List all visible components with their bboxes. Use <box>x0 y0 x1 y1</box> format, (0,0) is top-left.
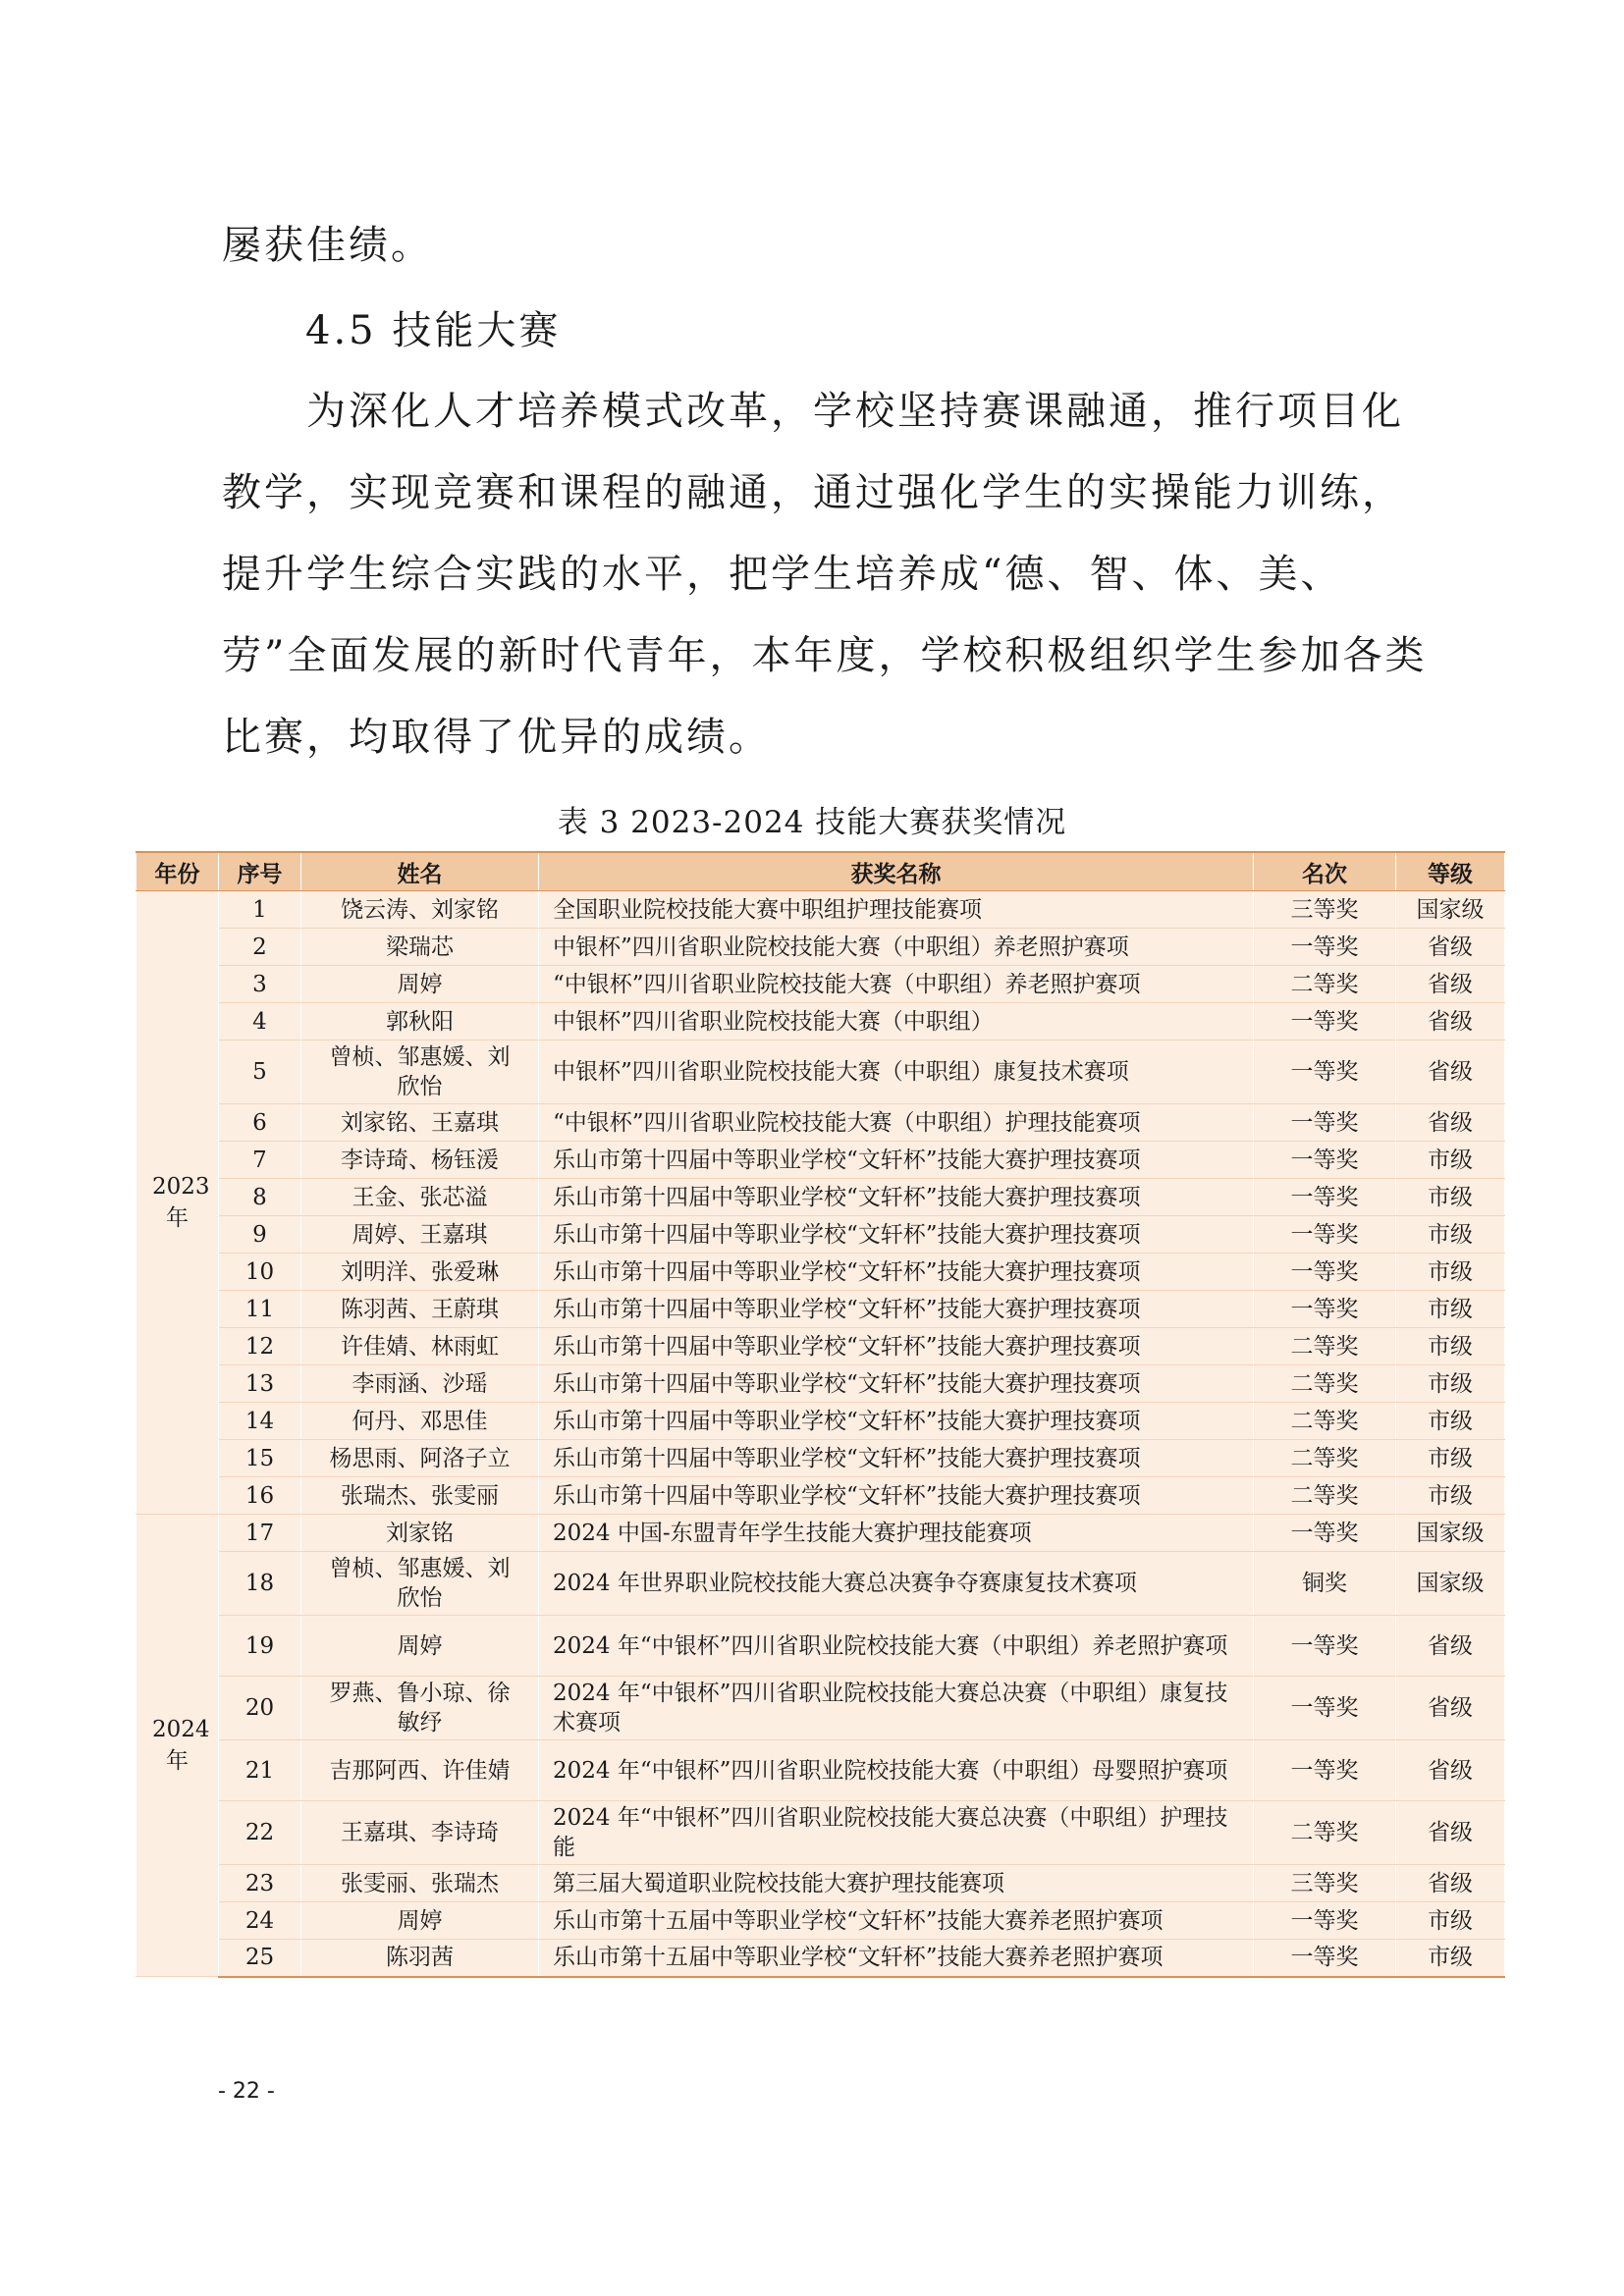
award-cell: 乐山市第十四届中等职业学校“文轩杯”技能大赛护理技赛项 <box>539 1403 1254 1440</box>
rank-cell: 二等奖 <box>1254 1403 1396 1440</box>
names-cell: 曾桢、邹惠媛、刘欣怡 <box>301 1041 539 1104</box>
award-cell: 中银杯”四川省职业院校技能大赛（中职组）养老照护赛项 <box>539 929 1254 966</box>
level-cell: 市级 <box>1396 1403 1505 1440</box>
table-row <box>136 1477 1505 1515</box>
award-cell: “中银杯”四川省职业院校技能大赛（中职组）护理技能赛项 <box>539 1104 1254 1142</box>
table-row <box>136 1677 1505 1740</box>
level-cell: 国家级 <box>1396 891 1505 929</box>
rank-cell: 一等奖 <box>1254 1902 1396 1940</box>
rank-cell: 二等奖 <box>1254 1365 1396 1403</box>
award-cell: 中银杯”四川省职业院校技能大赛（中职组）康复技术赛项 <box>539 1041 1254 1104</box>
award-cell: 乐山市第十四届中等职业学校“文轩杯”技能大赛护理技赛项 <box>539 1328 1254 1365</box>
award-cell: 乐山市第十四届中等职业学校“文轩杯”技能大赛护理技赛项 <box>539 1291 1254 1328</box>
table-row <box>136 1403 1505 1440</box>
rank-cell: 二等奖 <box>1254 1477 1396 1515</box>
rank-cell: 二等奖 <box>1254 1440 1396 1477</box>
names-cell: 何丹、邓思佳 <box>301 1403 539 1440</box>
number-cell: 22 <box>219 1801 301 1865</box>
table-row <box>136 1328 1505 1365</box>
number-cell: 14 <box>219 1403 301 1440</box>
names-cell: 杨思雨、阿洛子立 <box>301 1440 539 1477</box>
names-cell: 周婷 <box>301 1616 539 1677</box>
level-cell: 国家级 <box>1396 1552 1505 1616</box>
award-cell: 2024 年世界职业院校技能大赛总决赛争夺赛康复技术赛项 <box>539 1552 1254 1616</box>
names-cell: 李雨涵、沙瑶 <box>301 1365 539 1403</box>
table-row <box>136 1740 1505 1801</box>
award-cell: “中银杯”四川省职业院校技能大赛（中职组）养老照护赛项 <box>539 966 1254 1003</box>
rank-cell: 一等奖 <box>1254 929 1396 966</box>
rank-cell: 一等奖 <box>1254 1041 1396 1104</box>
names-cell: 李诗琦、杨钰湲 <box>301 1142 539 1179</box>
level-cell: 省级 <box>1396 966 1505 1003</box>
names-cell: 刘明洋、张爱琳 <box>301 1254 539 1291</box>
rank-cell: 一等奖 <box>1254 1003 1396 1041</box>
level-cell: 市级 <box>1396 1216 1505 1254</box>
level-cell: 市级 <box>1396 1365 1505 1403</box>
names-cell: 饶云涛、刘家铭 <box>301 891 539 929</box>
names-cell: 刘家铭、王嘉琪 <box>301 1104 539 1142</box>
header-names: 姓名 <box>301 852 539 891</box>
table-row <box>136 1142 1505 1179</box>
number-cell: 3 <box>219 966 301 1003</box>
table-row <box>136 1216 1505 1254</box>
number-cell: 18 <box>219 1552 301 1616</box>
names-cell: 陈羽茜 <box>301 1940 539 1977</box>
level-cell: 省级 <box>1396 929 1505 966</box>
rank-cell: 一等奖 <box>1254 1940 1396 1977</box>
number-cell: 12 <box>219 1328 301 1365</box>
rank-cell: 一等奖 <box>1254 1291 1396 1328</box>
table-row <box>136 1440 1505 1477</box>
names-cell: 周婷、王嘉琪 <box>301 1216 539 1254</box>
body-paragraph: 为深化人才培养模式改革，学校坚持赛课融通，推行项目化教学，实现竞赛和课程的融通，通过强化学生的实操能力训练，提升学生综合实践的水平，把学生培养成“德、智、体、美、劳”全面发展的新时代青年，本年度，学校积极组织学生参加各类比赛，均取得了优异的成绩。 <box>222 389 1428 760</box>
names-cell: 周婷 <box>301 966 539 1003</box>
number-cell: 20 <box>219 1677 301 1740</box>
names-cell: 郭秋阳 <box>301 1003 539 1041</box>
table-row <box>136 929 1505 966</box>
header-year: 年份 <box>136 852 219 891</box>
rank-cell: 二等奖 <box>1254 1328 1396 1365</box>
award-cell: 2024 年“中银杯”四川省职业院校技能大赛（中职组）养老照护赛项 <box>539 1616 1254 1677</box>
table-row <box>136 966 1505 1003</box>
table-row <box>136 1179 1505 1216</box>
level-cell: 市级 <box>1396 1291 1505 1328</box>
year-cell: 2024 年 <box>136 1515 219 1977</box>
level-cell: 市级 <box>1396 1440 1505 1477</box>
rank-cell: 一等奖 <box>1254 1740 1396 1801</box>
award-cell: 乐山市第十五届中等职业学校“文轩杯”技能大赛养老照护赛项 <box>539 1902 1254 1940</box>
names-cell: 陈羽茜、王蔚琪 <box>301 1291 539 1328</box>
rank-cell: 一等奖 <box>1254 1515 1396 1552</box>
table-row <box>136 1865 1505 1902</box>
rank-cell: 铜奖 <box>1254 1552 1396 1616</box>
page-number: - 22 - <box>218 2079 275 2104</box>
award-cell: 第三届大蜀道职业院校技能大赛护理技能赛项 <box>539 1865 1254 1902</box>
names-cell: 吉那阿西、许佳婧 <box>301 1740 539 1801</box>
names-cell: 王嘉琪、李诗琦 <box>301 1801 539 1865</box>
level-cell: 市级 <box>1396 1940 1505 1977</box>
table-row <box>136 1902 1505 1940</box>
award-cell: 乐山市第十四届中等职业学校“文轩杯”技能大赛护理技赛项 <box>539 1477 1254 1515</box>
table-row <box>136 1515 1505 1552</box>
number-cell: 21 <box>219 1740 301 1801</box>
rank-cell: 一等奖 <box>1254 1254 1396 1291</box>
award-cell: 乐山市第十四届中等职业学校“文轩杯”技能大赛护理技赛项 <box>539 1179 1254 1216</box>
names-cell: 许佳婧、林雨虹 <box>301 1328 539 1365</box>
number-cell: 4 <box>219 1003 301 1041</box>
level-cell: 市级 <box>1396 1477 1505 1515</box>
rank-cell: 一等奖 <box>1254 1616 1396 1677</box>
award-cell: 2024 年“中银杯”四川省职业院校技能大赛（中职组）母婴照护赛项 <box>539 1740 1254 1801</box>
level-cell: 国家级 <box>1396 1515 1505 1552</box>
rank-cell: 三等奖 <box>1254 1865 1396 1902</box>
level-cell: 市级 <box>1396 1142 1505 1179</box>
award-cell: 2024 中国-东盟青年学生技能大赛护理技能赛项 <box>539 1515 1254 1552</box>
level-cell: 省级 <box>1396 1104 1505 1142</box>
number-cell: 15 <box>219 1440 301 1477</box>
section-heading: 4.5 技能大赛 <box>305 308 562 353</box>
intro-paragraph-end: 屡获佳绩。 <box>222 223 433 268</box>
award-cell: 乐山市第十五届中等职业学校“文轩杯”技能大赛养老照护赛项 <box>539 1940 1254 1977</box>
table-row <box>136 1552 1505 1616</box>
names-cell: 曾桢、邹惠媛、刘欣怡 <box>301 1552 539 1616</box>
table-row <box>136 1003 1505 1041</box>
table-row <box>136 1940 1505 1977</box>
number-cell: 9 <box>219 1216 301 1254</box>
level-cell: 省级 <box>1396 1740 1505 1801</box>
table-caption: 表 3 2023-2024 技能大赛获奖情况 <box>557 805 1067 840</box>
number-cell: 2 <box>219 929 301 966</box>
number-cell: 25 <box>219 1940 301 1977</box>
awards-table <box>135 851 1505 1978</box>
names-cell: 张雯丽、张瑞杰 <box>301 1865 539 1902</box>
number-cell: 1 <box>219 891 301 929</box>
rank-cell: 一等奖 <box>1254 1104 1396 1142</box>
names-cell: 王金、张芯溢 <box>301 1179 539 1216</box>
award-cell: 乐山市第十四届中等职业学校“文轩杯”技能大赛护理技赛项 <box>539 1254 1254 1291</box>
number-cell: 11 <box>219 1291 301 1328</box>
award-cell: 乐山市第十四届中等职业学校“文轩杯”技能大赛护理技赛项 <box>539 1216 1254 1254</box>
rank-cell: 三等奖 <box>1254 891 1396 929</box>
number-cell: 17 <box>219 1515 301 1552</box>
level-cell: 省级 <box>1396 1616 1505 1677</box>
award-cell: 2024 年“中银杯”四川省职业院校技能大赛总决赛（中职组）康复技术赛项 <box>539 1677 1254 1740</box>
number-cell: 10 <box>219 1254 301 1291</box>
number-cell: 5 <box>219 1041 301 1104</box>
level-cell: 省级 <box>1396 1041 1505 1104</box>
rank-cell: 一等奖 <box>1254 1216 1396 1254</box>
names-cell: 梁瑞芯 <box>301 929 539 966</box>
level-cell: 市级 <box>1396 1254 1505 1291</box>
table-row <box>136 891 1505 929</box>
number-cell: 23 <box>219 1865 301 1902</box>
level-cell: 省级 <box>1396 1801 1505 1865</box>
table-header-row <box>136 852 1505 891</box>
level-cell: 市级 <box>1396 1328 1505 1365</box>
table-row <box>136 1104 1505 1142</box>
rank-cell: 二等奖 <box>1254 1801 1396 1865</box>
award-cell: 乐山市第十四届中等职业学校“文轩杯”技能大赛护理技赛项 <box>539 1440 1254 1477</box>
names-cell: 周婷 <box>301 1902 539 1940</box>
table-row <box>136 1801 1505 1865</box>
names-cell: 罗燕、鲁小琼、徐敏纾 <box>301 1677 539 1740</box>
header-level: 等级 <box>1396 852 1505 891</box>
names-cell: 张瑞杰、张雯丽 <box>301 1477 539 1515</box>
number-cell: 13 <box>219 1365 301 1403</box>
number-cell: 8 <box>219 1179 301 1216</box>
level-cell: 市级 <box>1396 1902 1505 1940</box>
table-row <box>136 1291 1505 1328</box>
award-cell: 乐山市第十四届中等职业学校“文轩杯”技能大赛护理技赛项 <box>539 1365 1254 1403</box>
number-cell: 19 <box>219 1616 301 1677</box>
rank-cell: 一等奖 <box>1254 1142 1396 1179</box>
table-row <box>136 1365 1505 1403</box>
number-cell: 24 <box>219 1902 301 1940</box>
year-cell: 2023 年 <box>136 891 219 1515</box>
table-row <box>136 1041 1505 1104</box>
table-row <box>136 1616 1505 1677</box>
header-rank: 名次 <box>1254 852 1396 891</box>
level-cell: 省级 <box>1396 1677 1505 1740</box>
number-cell: 6 <box>219 1104 301 1142</box>
award-cell: 乐山市第十四届中等职业学校“文轩杯”技能大赛护理技赛项 <box>539 1142 1254 1179</box>
table-row <box>136 1254 1505 1291</box>
rank-cell: 一等奖 <box>1254 1179 1396 1216</box>
award-cell: 中银杯”四川省职业院校技能大赛（中职组） <box>539 1003 1254 1041</box>
award-cell: 全国职业院校技能大赛中职组护理技能赛项 <box>539 891 1254 929</box>
header-award: 获奖名称 <box>539 852 1254 891</box>
number-cell: 7 <box>219 1142 301 1179</box>
rank-cell: 一等奖 <box>1254 1677 1396 1740</box>
names-cell: 刘家铭 <box>301 1515 539 1552</box>
rank-cell: 二等奖 <box>1254 966 1396 1003</box>
level-cell: 市级 <box>1396 1179 1505 1216</box>
level-cell: 省级 <box>1396 1865 1505 1902</box>
header-number: 序号 <box>219 852 301 891</box>
award-cell: 2024 年“中银杯”四川省职业院校技能大赛总决赛（中职组）护理技能 <box>539 1801 1254 1865</box>
number-cell: 16 <box>219 1477 301 1515</box>
level-cell: 省级 <box>1396 1003 1505 1041</box>
